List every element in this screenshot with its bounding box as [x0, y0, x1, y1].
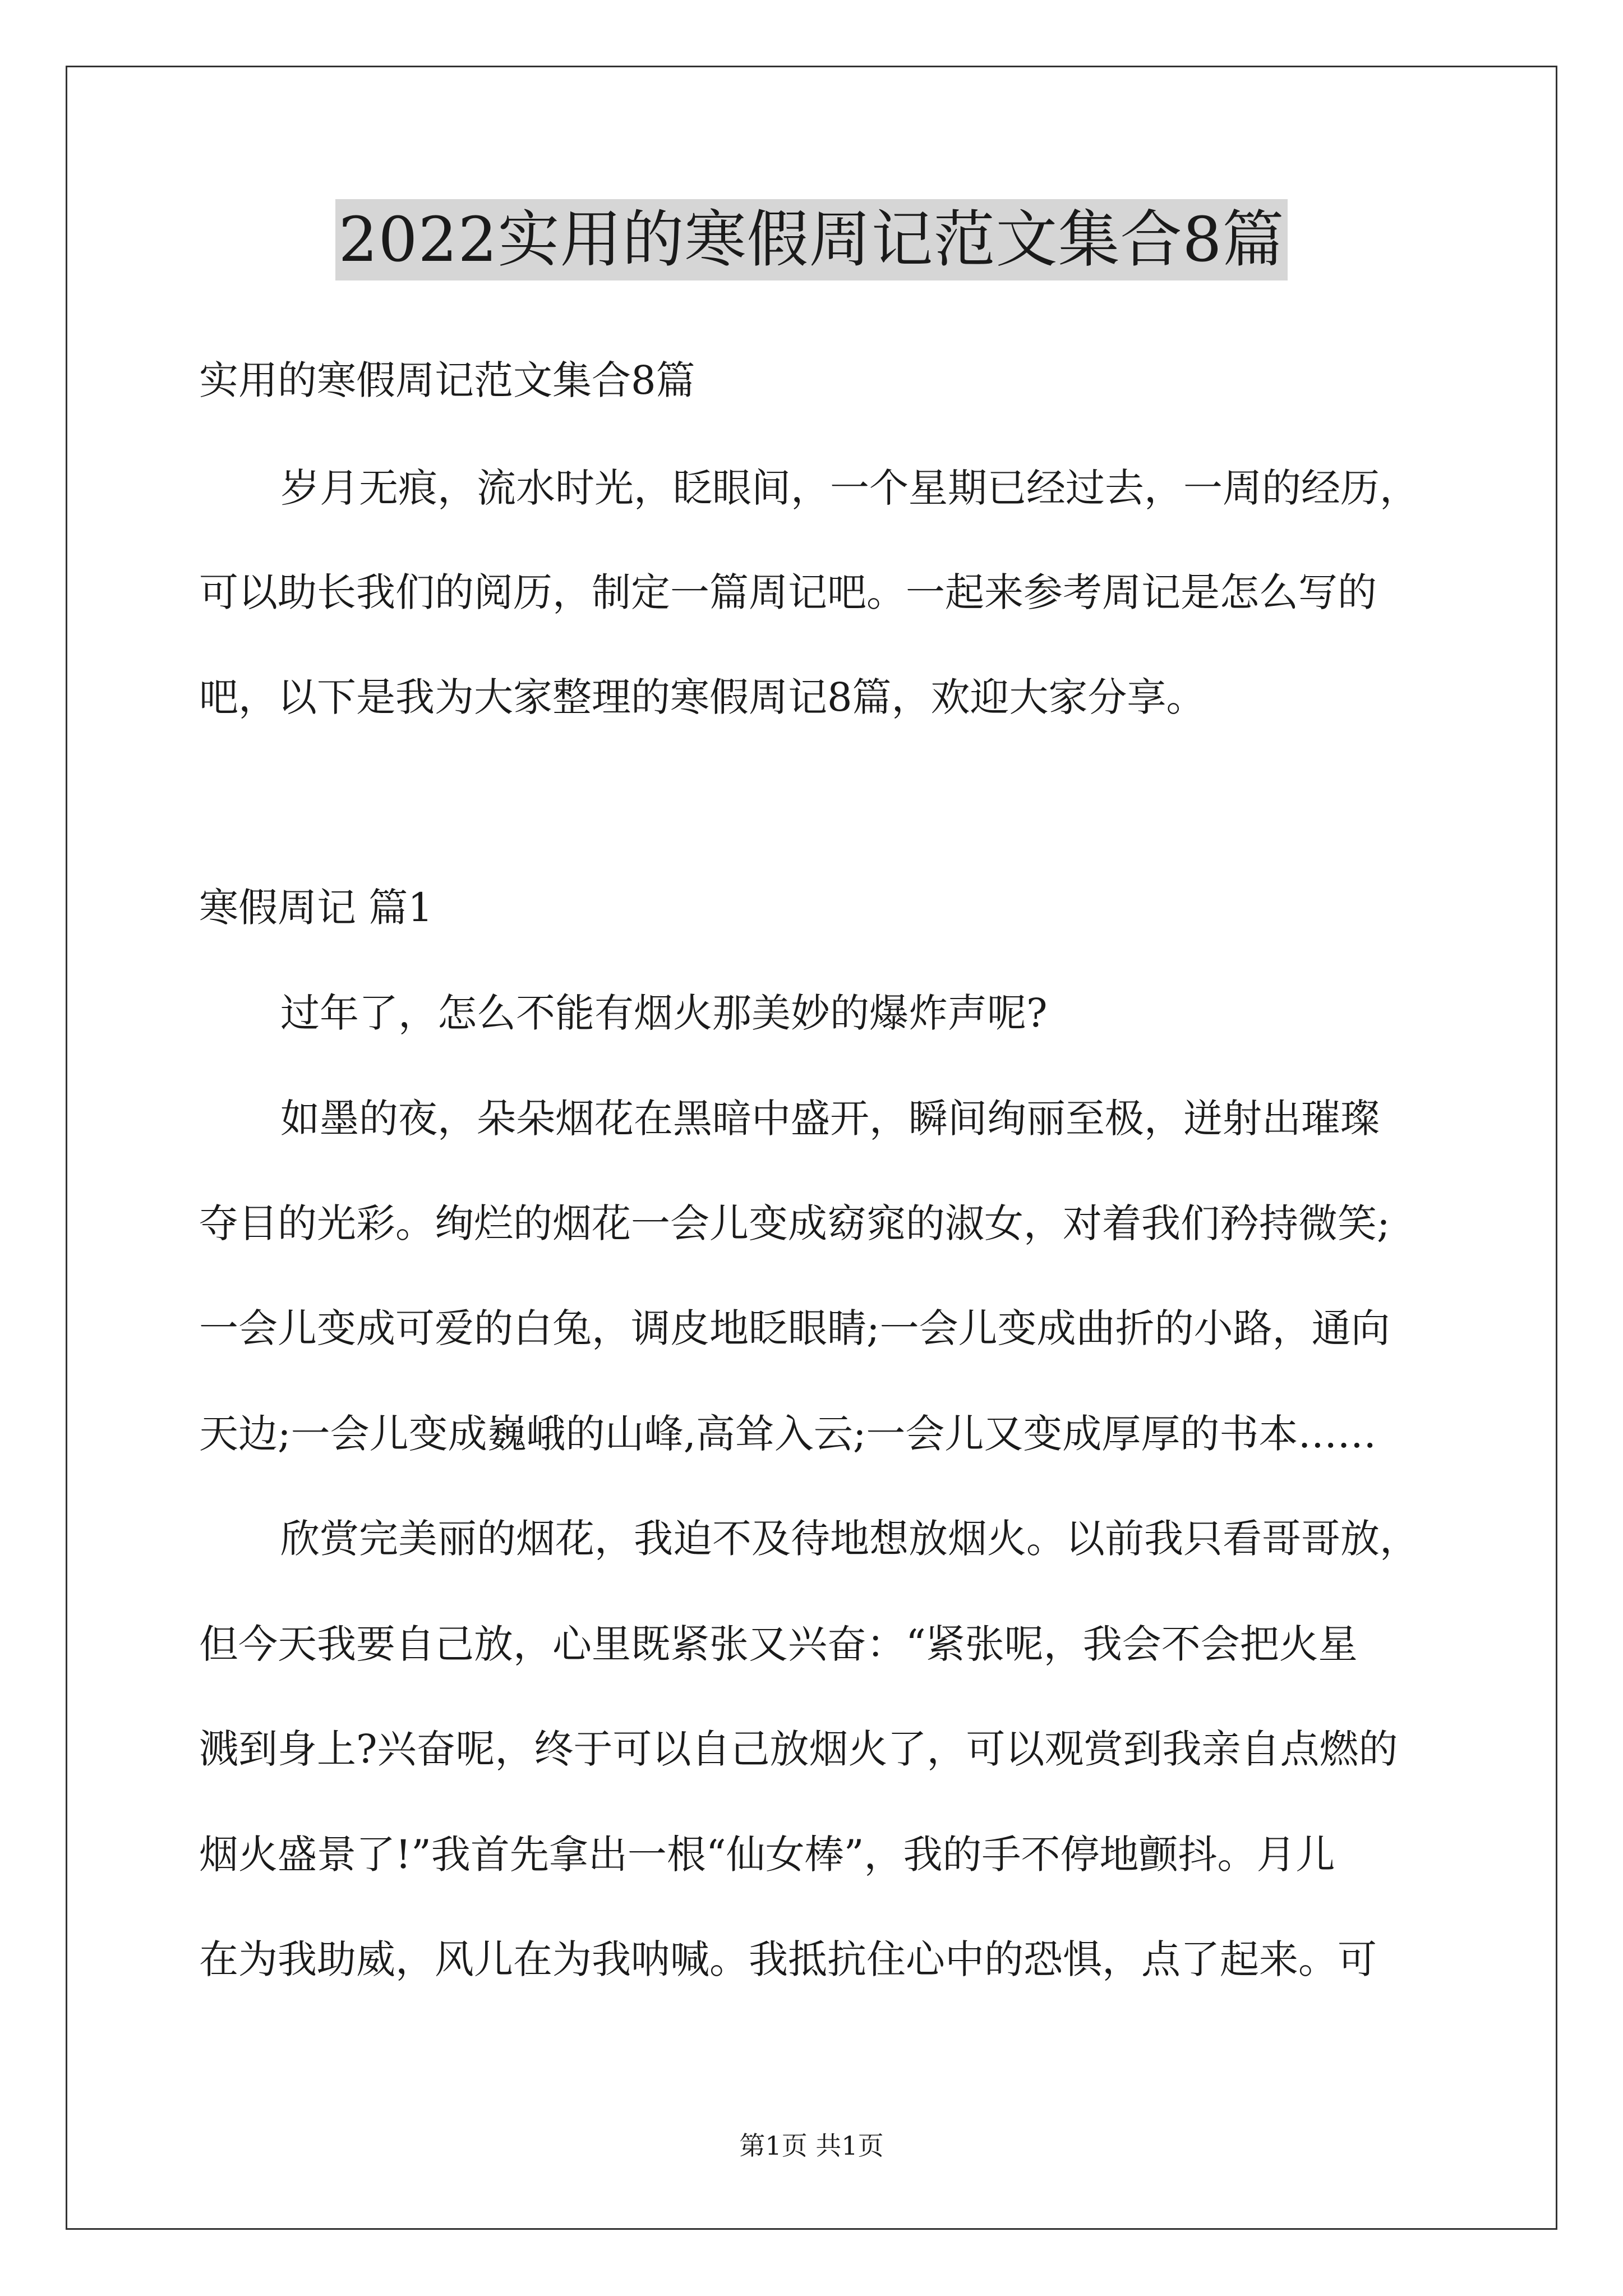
document-title: 2022实用的寒假周记范文集合8篇 — [335, 199, 1288, 280]
body-line-3: 夺目的光彩。绚烂的烟花一会儿变成窈窕的淑女，对着我们矜持微笑; — [199, 1200, 1390, 1246]
body-line-6: 欣赏完美丽的烟花，我迫不及待地想放烟火。以前我只看哥哥放， — [280, 1516, 1419, 1562]
body-line-7: 但今天我要自己放，心里既紧张又兴奋：“紧张呢，我会不会把火星 — [199, 1621, 1358, 1667]
body-line-8: 溅到身上?兴奋呢，终于可以自己放烟火了，可以观赏到我亲自点燃的 — [199, 1726, 1398, 1772]
page-footer: 第1页 共1页 — [739, 2131, 884, 2161]
body-line-10: 在为我助威，风儿在为我呐喊。我抵抗住心中的恐惧，点了起来。可 — [199, 1936, 1377, 1982]
body-line-4: 一会儿变成可爱的白兔，调皮地眨眼睛;一会儿变成曲折的小路，通向 — [199, 1305, 1390, 1351]
body-line-5: 天边;一会儿变成巍峨的山峰,高耸入云;一会儿又变成厚厚的书本…… — [199, 1411, 1377, 1457]
body-line-9: 烟火盛景了!”我首先拿出一根“仙女棒”，我的手不停地颤抖。月儿 — [199, 1832, 1335, 1878]
section-heading: 寒假周记 篇1 — [199, 885, 433, 931]
body-line-1: 过年了，怎么不能有烟火那美妙的爆炸声呢? — [280, 990, 1048, 1036]
subtitle: 实用的寒假周记范文集合8篇 — [199, 357, 695, 403]
intro-line-1: 岁月无痕，流水时光，眨眼间，一个星期已经过去，一周的经历， — [280, 465, 1419, 511]
intro-line-3: 吧，以下是我为大家整理的寒假周记8篇，欢迎大家分享。 — [199, 674, 1206, 720]
body-line-2: 如墨的夜，朵朵烟花在黑暗中盛开，瞬间绚丽至极，迸射出璀璨 — [280, 1096, 1380, 1142]
intro-line-2: 可以助长我们的阅历，制定一篇周记吧。一起来参考周记是怎么写的 — [199, 569, 1377, 615]
title-container — [0, 199, 1623, 280]
